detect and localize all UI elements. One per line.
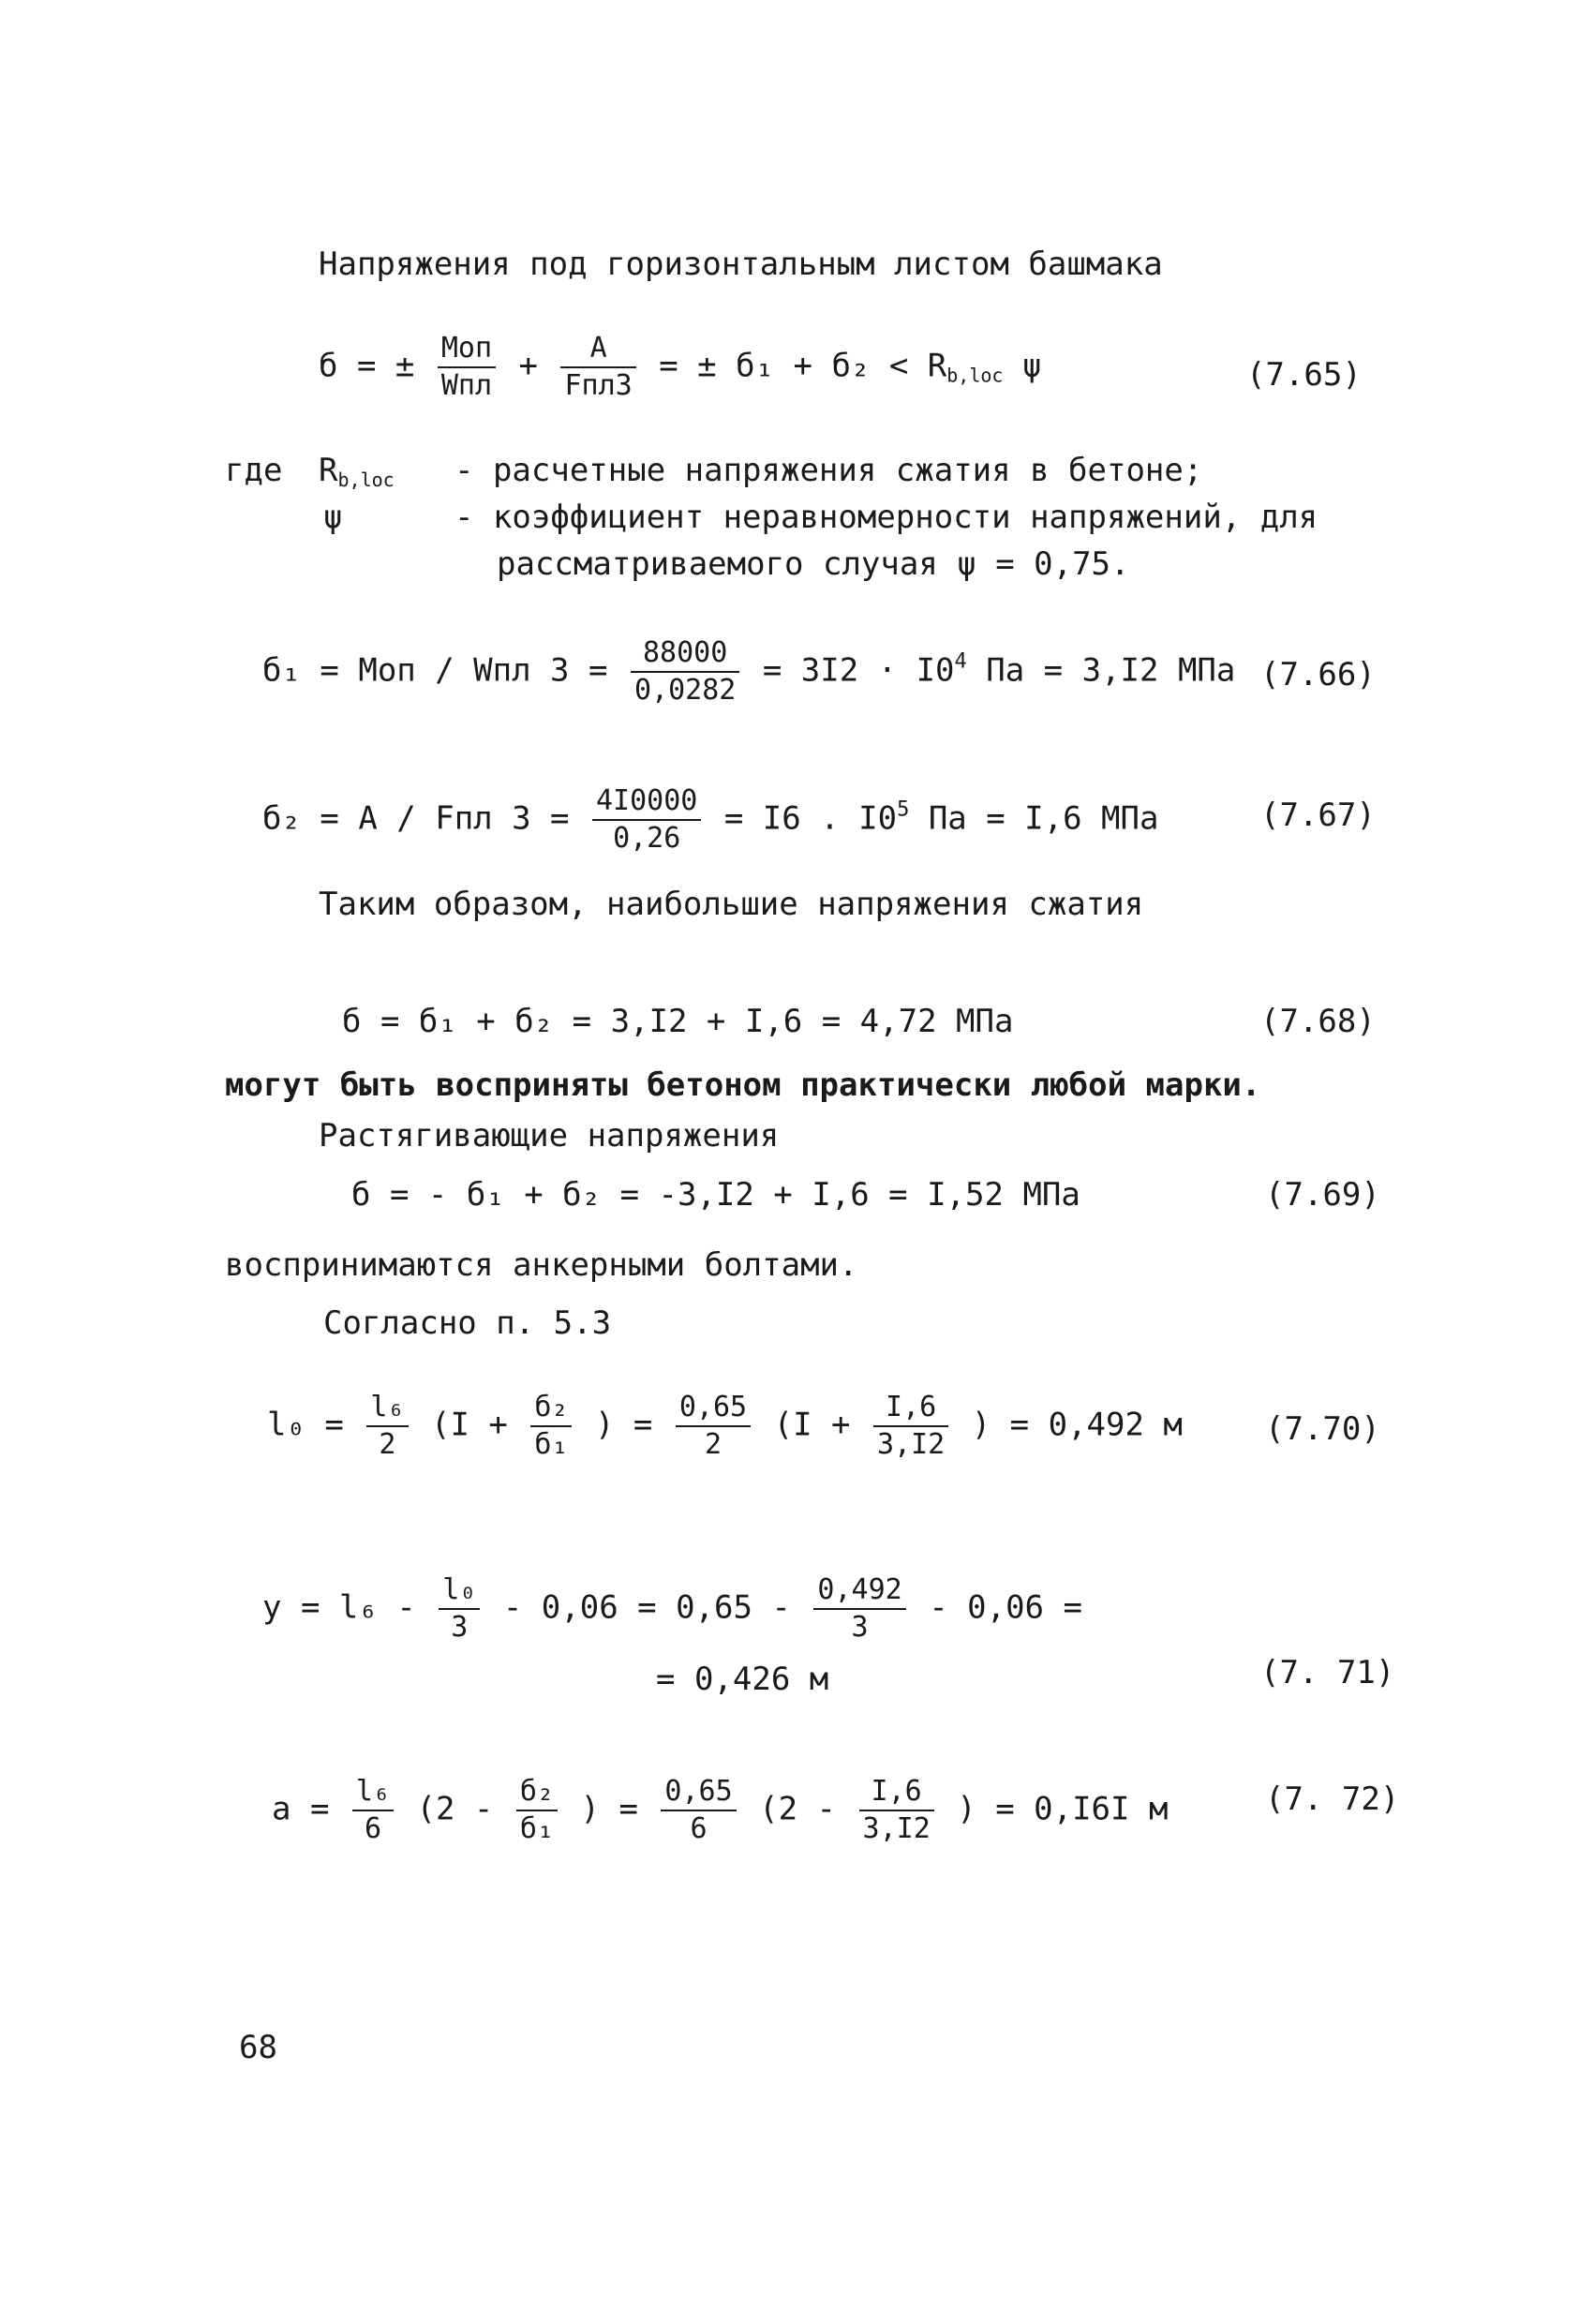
per-text: Согласно п. 5.3: [323, 1304, 612, 1342]
equation-7-68: б = б₁ + б₂ = 3,I2 + I,6 = 4,72 МПа: [342, 1003, 1014, 1040]
intro-text: Напряжения под горизонтальным листом башмака: [319, 246, 1163, 283]
eq765-frac1: $\frac{\text{Mоп}}{\text{Wпл}}$: [438, 333, 496, 402]
eqno-7-67: (7.67): [1260, 797, 1376, 834]
eq765-rsub: b,loc: [946, 364, 1004, 387]
where-label: где: [225, 452, 283, 489]
equation-7-71: y = l₆ - $\frac{\text{l₀}}{3}$ - 0,06 = 0,65 - $\frac{0,492}{3}$ - 0,06 =: [262, 1573, 1082, 1644]
eq765-lhs: б = ±: [319, 347, 415, 385]
eqno-7-68: (7.68): [1260, 1003, 1376, 1040]
anchor-text: воспринимаются анкерными болтами.: [225, 1246, 858, 1284]
where-desc-2: - коэффициент неравномерности напряжений, для: [454, 499, 1318, 536]
eq765-plus: +: [518, 347, 538, 385]
eqno-7-72: (7. 72): [1265, 1780, 1400, 1818]
equation-7-70: l₀ = $\frac{\text{l₆}}{2}$ (I + $\frac{\text{б₂}}{\text{б₁}}$ ) = $\frac{0,65}{2}$ (I + $\frac{I,6}{3,I2}$ ) = 0,492 м: [267, 1391, 1183, 1461]
where-symbol-r: $R_{b,loc}$: [319, 452, 395, 491]
where-desc-3: рассматриваемого случая ψ = 0,75.: [497, 545, 1130, 583]
where-symbol-psi: ψ: [323, 499, 343, 536]
eqno-7-66: (7.66): [1260, 656, 1376, 693]
tension-text: Растягивающие напряжения: [319, 1117, 780, 1155]
equation-7-72: a = $\frac{\text{l₆}}{6}$ (2 - $\frac{\text{б₂}}{\text{б₁}}$ ) = $\frac{0,65}{6}$ (2 - $\frac{I,6}{3,I2}$ ) = 0,I6I м: [272, 1775, 1169, 1845]
equation-7-66: б₁ = Mоп / Wпл 3 = $\frac{88000}{0,0282}$ = $3I2 \cdot I0^4$ Па = 3,I2 МПа: [262, 636, 1236, 707]
page-number: 68: [239, 2029, 277, 2066]
equation-7-69: б = - б₁ + б₂ = -3,I2 + I,6 = I,52 МПа: [351, 1176, 1080, 1214]
eq765-frac2: $\frac{A}{\text{Fпл3}}$: [560, 333, 635, 402]
can-text: могут быть восприняты бетоном практически любой марки.: [225, 1066, 1261, 1104]
equation-7-71-line2: = 0,426 м: [656, 1661, 829, 1698]
equation-7-65: [319, 333, 1041, 402]
eqno-7-70: (7.70): [1265, 1410, 1380, 1448]
eq765-rest: = ± б₁ + б₂ < R: [659, 347, 947, 385]
eqno-7-71: (7. 71): [1260, 1654, 1395, 1691]
eqno-7-69: (7.69): [1265, 1176, 1380, 1214]
eq765-psi: ψ: [1021, 347, 1042, 385]
eqno-7-65: (7.65): [1246, 356, 1362, 394]
equation-7-67: б₂ = A / Fпл 3 = $\frac{4I0000}{0,26}$ = I6 . $I0^5$ Па = I,6 МПа: [262, 784, 1159, 855]
thus-text: Таким образом, наибольшие напряжения сжатия: [319, 886, 1144, 923]
where-desc-1: - расчетные напряжения сжатия в бетоне;: [454, 452, 1203, 489]
